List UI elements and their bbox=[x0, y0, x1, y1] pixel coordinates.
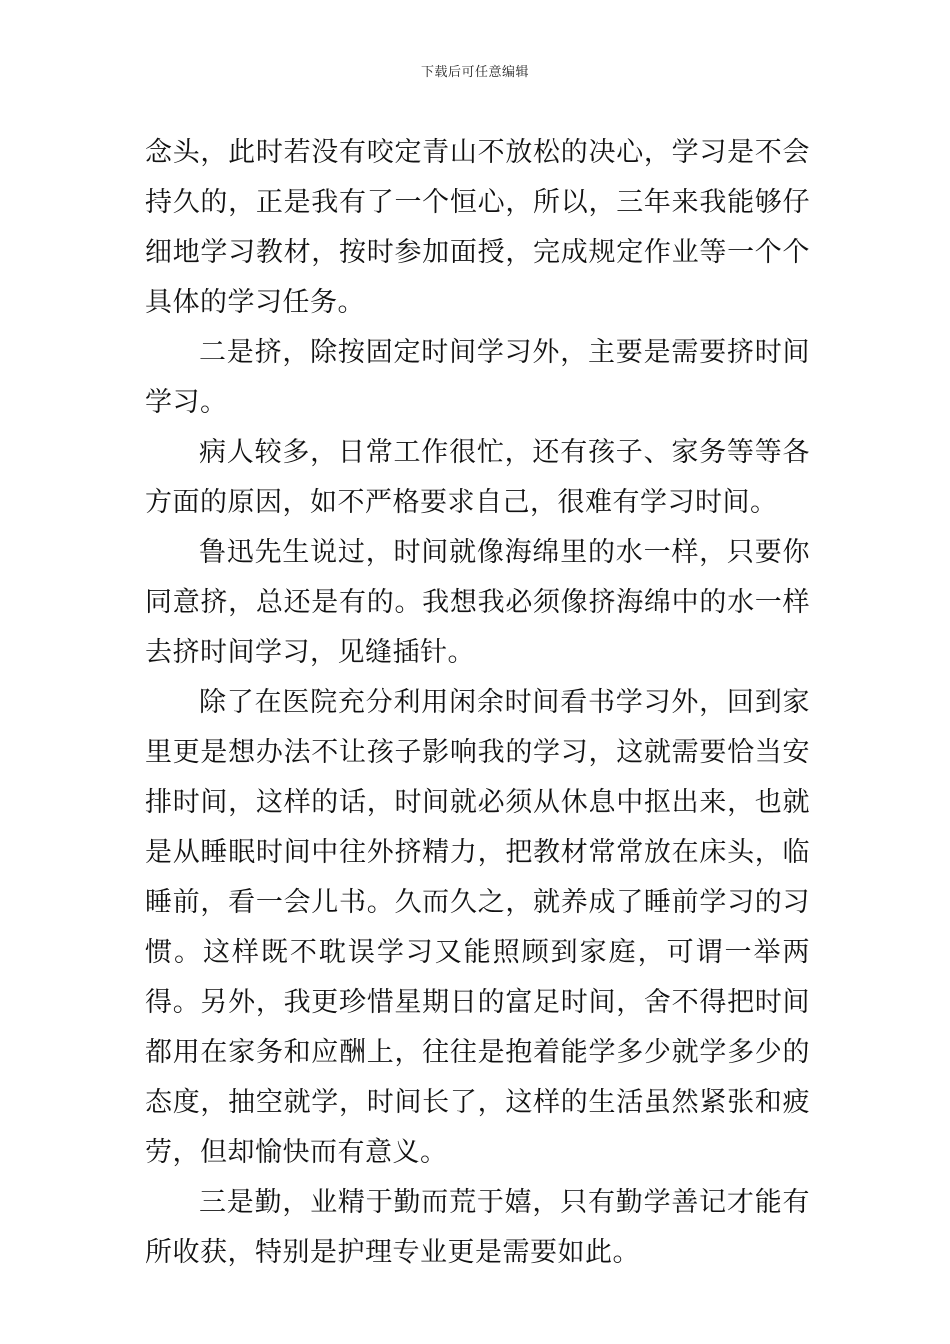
paragraph-continuation: 念头，此时若没有咬定青山不放松的决心，学习是不会持久的，正是我有了一个恒心，所以，三年来我能够仔细地学习教材，按时参加面授，完成规定作业等一个个具体的学习任务。 bbox=[145, 137, 810, 318]
paragraph: 病人较多，日常工作很忙，还有孩子、家务等等各方面的原因，如不严格要求自己，很难有学习时间。 bbox=[145, 437, 810, 518]
paragraph: 除了在医院充分利用闲余时间看书学习外，回到家里更是想办法不让孩子影响我的学习，这就需要恰当安排时间，这样的话，时间就必须从休息中抠出来，也就是从睡眠时间中往外挤精力，把教材常常放在床头，临睡前，看一会儿书。久而久之，就养成了睡前学习的习惯。这样既不耽误学习又能照顾到家庭，可谓一举两得。另外，我更珍惜星期日的富足时间，舍不得把时间都用在家务和应酬上，往往是抱着能学多少就学多少的态度，抽空就学，时间长了，这样的生活虽然紧张和疲劳，但却愉快而有意义。 bbox=[145, 687, 810, 1168]
paragraph: 二是挤，除按固定时间学习外，主要是需要挤时间学习。 bbox=[145, 337, 810, 418]
page-header: 下载后可任意编辑 bbox=[420, 65, 529, 80]
document-body bbox=[145, 128, 810, 1278]
paragraph: 鲁迅先生说过，时间就像海绵里的水一样，只要你同意挤，总还是有的。我想我必须像挤海绵中的水一样去挤时间学习，见缝插针。 bbox=[145, 537, 810, 668]
paragraph: 三是勤，业精于勤而荒于嬉，只有勤学善记才能有所收获，特别是护理专业更是需要如此。 bbox=[145, 1187, 810, 1268]
